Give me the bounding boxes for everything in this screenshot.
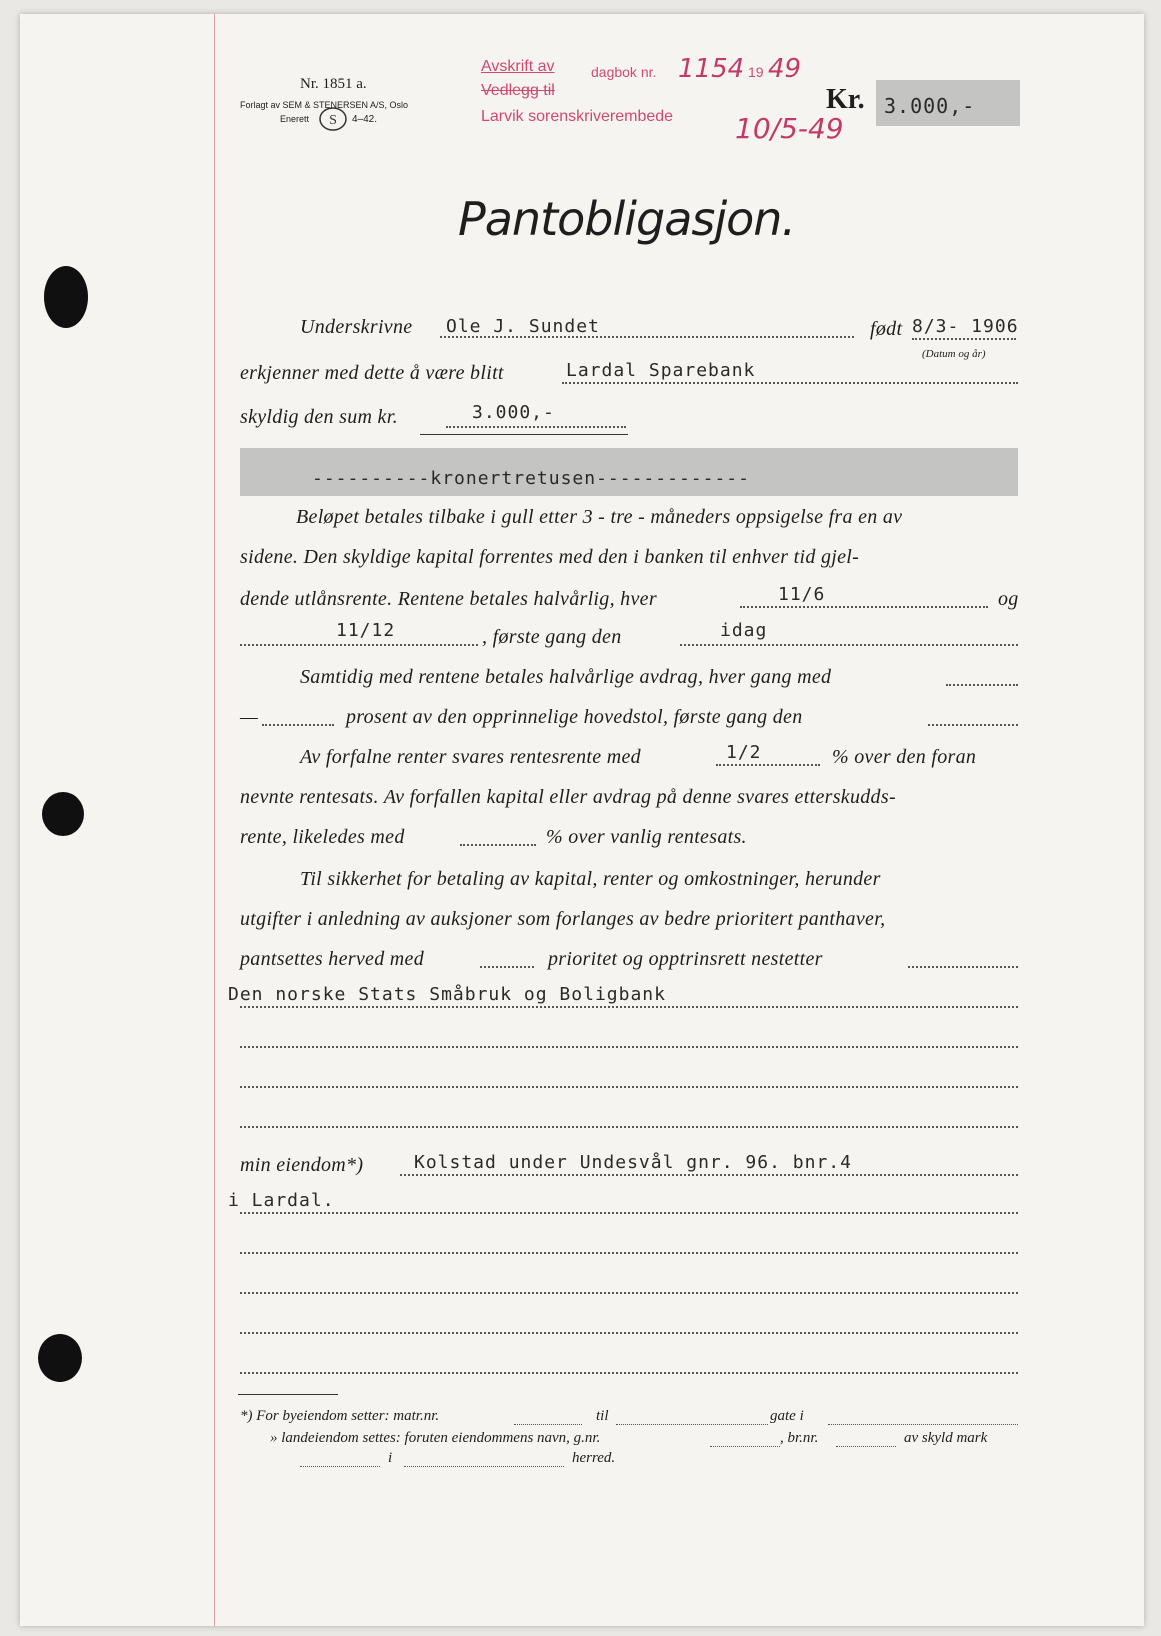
- prior-holder: Den norske Stats Småbruk og Boligbank: [228, 984, 666, 1005]
- footnote-dots-1b: [616, 1424, 768, 1425]
- p3-line2: nevnte rentesats. Av forfallen kapital eller avdrag på denne svares etterskudds-: [240, 786, 896, 808]
- eiendom-dots-2: [240, 1212, 1018, 1214]
- stamp-year: 19: [748, 64, 764, 80]
- svg-text:S: S: [329, 113, 337, 128]
- stamp-avskrift: Avskrift av: [481, 58, 555, 75]
- p2-line1: Samtidig med rentene betales halvårlige avdrag, hver gang med: [300, 666, 832, 688]
- fodt-dots: [912, 338, 1016, 340]
- p2-line2-dots-b: [928, 724, 1018, 726]
- publisher-date: 4–42.: [352, 114, 378, 125]
- blank-line-3: [240, 1126, 1018, 1128]
- footnote-line1a: *) For byeiendom setter: matr.nr.: [240, 1408, 440, 1424]
- footnote-line3a: i: [388, 1450, 393, 1466]
- amount-words: ----------kronertretusen-------------: [312, 468, 750, 489]
- p4-line2: utgifter i anledning av auksjoner som forlanges av bedre prioritert panthaver,: [240, 908, 886, 930]
- p4-line3-dots-b: [908, 966, 1018, 968]
- stamp-vedlegg: Vedlegg til: [481, 82, 555, 99]
- p1-line3-dots: [740, 606, 988, 608]
- p1-line3-value: 11/6: [778, 584, 826, 605]
- p1-line4-dots-b: [680, 644, 1018, 646]
- footnote-dots-3b: [404, 1466, 564, 1467]
- fodt-label: født: [870, 318, 903, 340]
- fodt-value: 8/3- 1906: [912, 316, 1019, 337]
- p3-line3-dots: [460, 844, 536, 846]
- p3-line1-value: 1/2: [726, 742, 762, 763]
- creditor-dots: [562, 382, 1018, 384]
- datum-note: (Datum og år): [922, 348, 986, 360]
- blank-line-7: [240, 1372, 1018, 1374]
- p1-line4-value: 11/12: [336, 620, 396, 641]
- p4-line3-dots-a: [480, 966, 534, 968]
- prior-holder-dots: [240, 1006, 1018, 1008]
- footnote-line2c: av skyld mark: [904, 1430, 988, 1446]
- hand-dagbok-number: 1154: [678, 54, 745, 84]
- hand-year: 49: [768, 54, 802, 84]
- footnote-line2b: , br.nr.: [780, 1430, 819, 1446]
- kr-amount: 3.000,-: [884, 94, 976, 118]
- footnote-dots-2b: [836, 1446, 896, 1447]
- sum-value: 3.000,-: [472, 402, 555, 423]
- p3-line1b: % over den foran: [832, 746, 977, 768]
- footnote-dots-1a: [514, 1424, 582, 1425]
- eiendom-label: min eiendom*): [240, 1154, 364, 1176]
- p2-line2: prosent av den opprinnelige hovedstol, første gang den: [346, 706, 803, 728]
- kr-label: Kr.: [826, 84, 865, 115]
- page-title: Pantobligasjon.: [458, 192, 796, 246]
- creditor-value: Lardal Sparebank: [566, 360, 756, 381]
- p1-line3: dende utlånsrente. Rentene betales halvårlig, hver: [240, 588, 657, 610]
- p2-line2-dash: —: [240, 706, 259, 728]
- footnote-line1c: gate i: [770, 1408, 804, 1424]
- publisher-enerett: Enerett: [280, 114, 310, 124]
- margin-rule: [214, 14, 215, 1626]
- blank-line-4: [240, 1252, 1018, 1254]
- eiendom-value-2: i Lardal.: [228, 1190, 335, 1211]
- publisher-logo-icon: [318, 106, 348, 132]
- underskrivne-label: Underskrivne: [300, 316, 413, 338]
- footnote-line3b: herred.: [572, 1450, 616, 1466]
- sum-dots: [446, 426, 626, 428]
- footnote-line2a: » landeiendom settes: foruten eiendommens navn, g.nr.: [270, 1430, 601, 1446]
- eiendom-value-1: Kolstad under Undesvål gnr. 96. bnr.4: [414, 1152, 852, 1173]
- stamp-dagbok: dagbok nr.: [591, 64, 657, 80]
- p3-line1-dots: [716, 764, 820, 766]
- p1-line1: Beløpet betales tilbake i gull etter 3 - tre - måneders oppsigelse fra en av: [296, 506, 903, 528]
- p1-line3-og: og: [998, 588, 1019, 610]
- p2-line1-dots: [946, 684, 1018, 686]
- footnote-dots-1c: [828, 1424, 1018, 1425]
- sum-rule: [420, 434, 628, 435]
- stamp-office: Larvik sorenskriverembede: [481, 108, 674, 125]
- p4-line3b: prioritet og opptrinsrett nestetter: [548, 948, 823, 970]
- blank-line-5: [240, 1292, 1018, 1294]
- p3-line3b: % over vanlig rentesats.: [546, 826, 747, 848]
- eiendom-dots-1: [400, 1174, 1018, 1176]
- publisher-line: Forlagt av SEM & STENERSEN A/S, Oslo: [240, 100, 409, 110]
- punch-hole-top: [44, 266, 88, 328]
- footnote-dots-3a: [300, 1466, 380, 1467]
- blank-line-1: [240, 1046, 1018, 1048]
- skyldig-label: skyldig den sum kr.: [240, 406, 398, 428]
- p1-line4: , første gang den: [482, 626, 622, 648]
- footnote-dots-2a: [710, 1446, 780, 1447]
- p4-line3: pantsettes herved med: [240, 948, 425, 970]
- p1-line4-dots-a: [240, 644, 478, 646]
- footnote-rule: [238, 1394, 338, 1395]
- underskrivne-value: Ole J. Sundet: [446, 316, 600, 337]
- document-page: [20, 14, 1144, 1626]
- p4-line1: Til sikkerhet for betaling av kapital, renter og omkostninger, herunder: [300, 868, 881, 890]
- punch-hole-middle: [42, 792, 84, 836]
- blank-line-6: [240, 1332, 1018, 1334]
- p1-line2: sidene. Den skyldige kapital forrentes med den i banken til enhver tid gjel-: [240, 546, 860, 568]
- p3-line1: Av forfalne renter svares rentesrente med: [300, 746, 641, 768]
- footnote-line1b: til: [596, 1408, 609, 1424]
- p2-line2-dots-a: [262, 724, 334, 726]
- form-number: Nr. 1851 a.: [300, 76, 367, 92]
- hand-date: 10/5-49: [735, 112, 844, 145]
- erkjenner-label: erkjenner med dette å være blitt: [240, 362, 504, 384]
- p1-line4-value2: idag: [720, 620, 768, 641]
- punch-hole-bottom: [38, 1334, 82, 1382]
- p3-line3: rente, likeledes med: [240, 826, 405, 848]
- blank-line-2: [240, 1086, 1018, 1088]
